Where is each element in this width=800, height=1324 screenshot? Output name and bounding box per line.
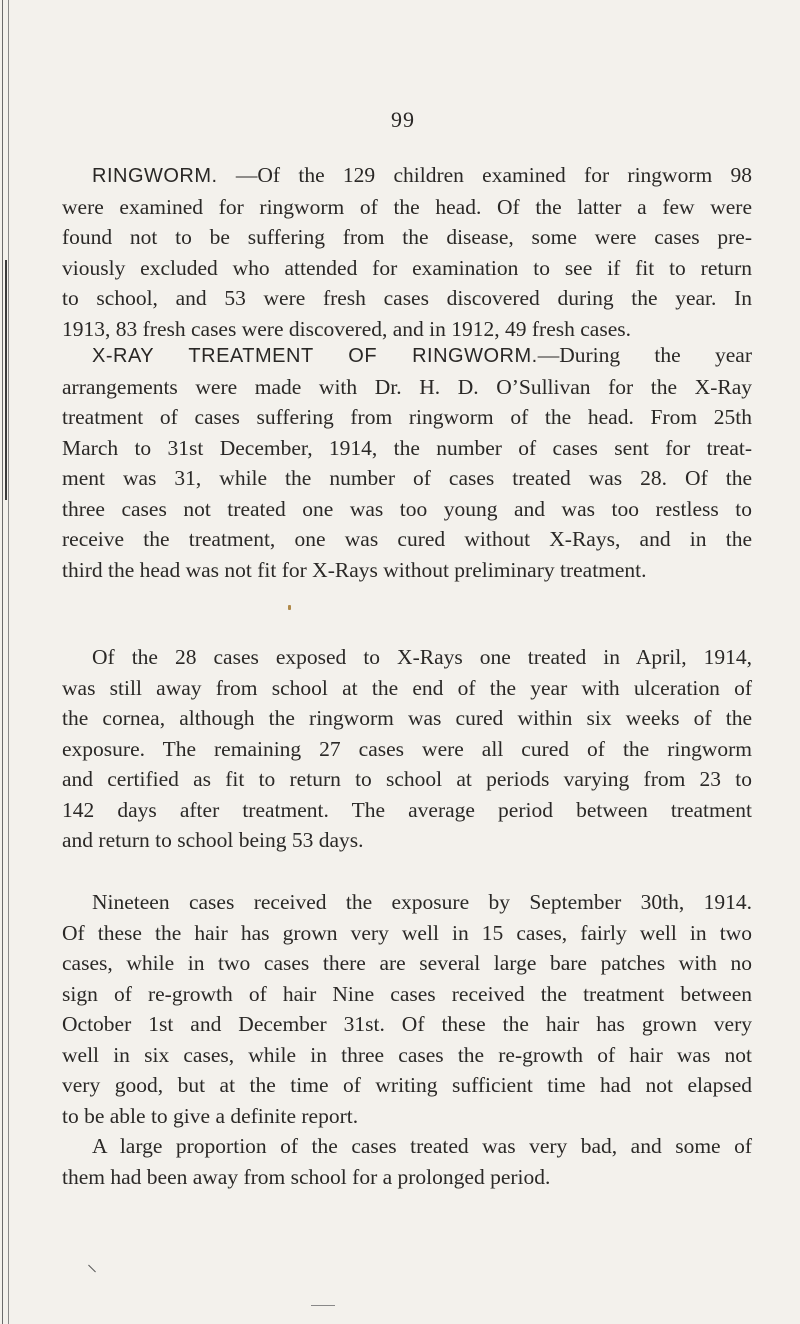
text-line: was still away from school at the end of the year with ulceration of — [62, 675, 752, 700]
text-line: 1913, 83 fresh cases were discovered, and in 1912, 49 fresh cases. — [62, 316, 631, 341]
section-heading: RINGWORM. — [92, 165, 218, 187]
text-line: exposure. The remaining 27 cases were all cured of the ringworm — [62, 736, 752, 761]
text-line: X-RAY TREATMENT OF RINGWORM.—During the year — [92, 343, 753, 367]
paragraph-exposed-cases — [62, 642, 752, 856]
binding-edge-line — [8, 0, 9, 1324]
page-number: 99 — [391, 107, 415, 132]
binding-edge-mark — [5, 260, 7, 500]
text-line: 142 days after treatment. The average period between treatment — [62, 797, 752, 822]
text-line: found not to be suffering from the disease, some were cases pre- — [62, 225, 752, 249]
text-line: Of the 28 cases exposed to X-Rays one treated in April, 1914, — [92, 645, 752, 669]
scan-mark — [311, 1305, 335, 1306]
text-line: third the head was not fit for X-Rays without preliminary treatment. — [62, 557, 647, 582]
scan-speck — [288, 605, 291, 610]
text-line: A large proportion of the cases treated was very bad, and some of — [92, 1134, 752, 1158]
paragraph-hair-regrowth — [62, 887, 752, 1131]
text-line: well in six cases, while in three cases the re-growth of hair was not — [62, 1042, 752, 1067]
text-line: viously excluded who attended for examination to see if fit to return — [62, 255, 752, 280]
text-line: sign of re-growth of hair Nine cases received the treatment between — [62, 981, 752, 1006]
text-line: and certified as fit to return to school at periods varying from 23 to — [62, 767, 752, 791]
text-line: Of these the hair has grown very well in 15 cases, fairly well in two — [62, 920, 752, 945]
text-line: Nineteen cases received the exposure by September 30th, 1914. — [92, 890, 752, 914]
text-line: arrangements were made with Dr. H. D. O’Sullivan for the X-Ray — [62, 374, 752, 399]
section-heading: X-RAY TREATMENT OF RINGWORM. — [92, 345, 538, 367]
text-line: very good, but at the time of writing sufficient time had not elapsed — [62, 1073, 752, 1097]
text-line: to school, and 53 were fresh cases discovered during the year. In — [62, 286, 752, 310]
text-line: treatment of cases suffering from ringworm of the head. From 25th — [62, 405, 752, 429]
text-line: and return to school being 53 days. — [62, 828, 364, 852]
scan-mark — [88, 1265, 96, 1273]
text-line: three cases not treated one was too young and was too restless to — [62, 496, 752, 521]
text-line: March to 31st December, 1914, the number of cases sent for treat- — [62, 435, 752, 460]
text-line: RINGWORM. —Of the 129 children examined for ringworm 98 — [92, 163, 752, 187]
binding-edge-line — [2, 0, 3, 1324]
text-line: them had been away from school for a prolonged period. — [62, 1164, 551, 1189]
text-line: cases, while in two cases there are several large bare patches with no — [62, 951, 752, 975]
text-line: ment was 31, while the number of cases treated was 28. Of the — [62, 466, 752, 490]
text-line: receive the treatment, one was cured without X-Rays, and in the — [62, 527, 752, 551]
paragraph-xray-treatment — [62, 340, 752, 585]
paragraph-ringworm — [62, 160, 752, 344]
text-line: October 1st and December 31st. Of these the hair has grown very — [62, 1012, 752, 1036]
text-line: the cornea, although the ringworm was cured within six weeks of the — [62, 706, 752, 730]
paragraph-severity — [62, 1131, 752, 1192]
text-line: to be able to give a definite report. — [62, 1103, 359, 1128]
text-line: were examined for ringworm of the head. Of the latter a few were — [62, 194, 752, 219]
